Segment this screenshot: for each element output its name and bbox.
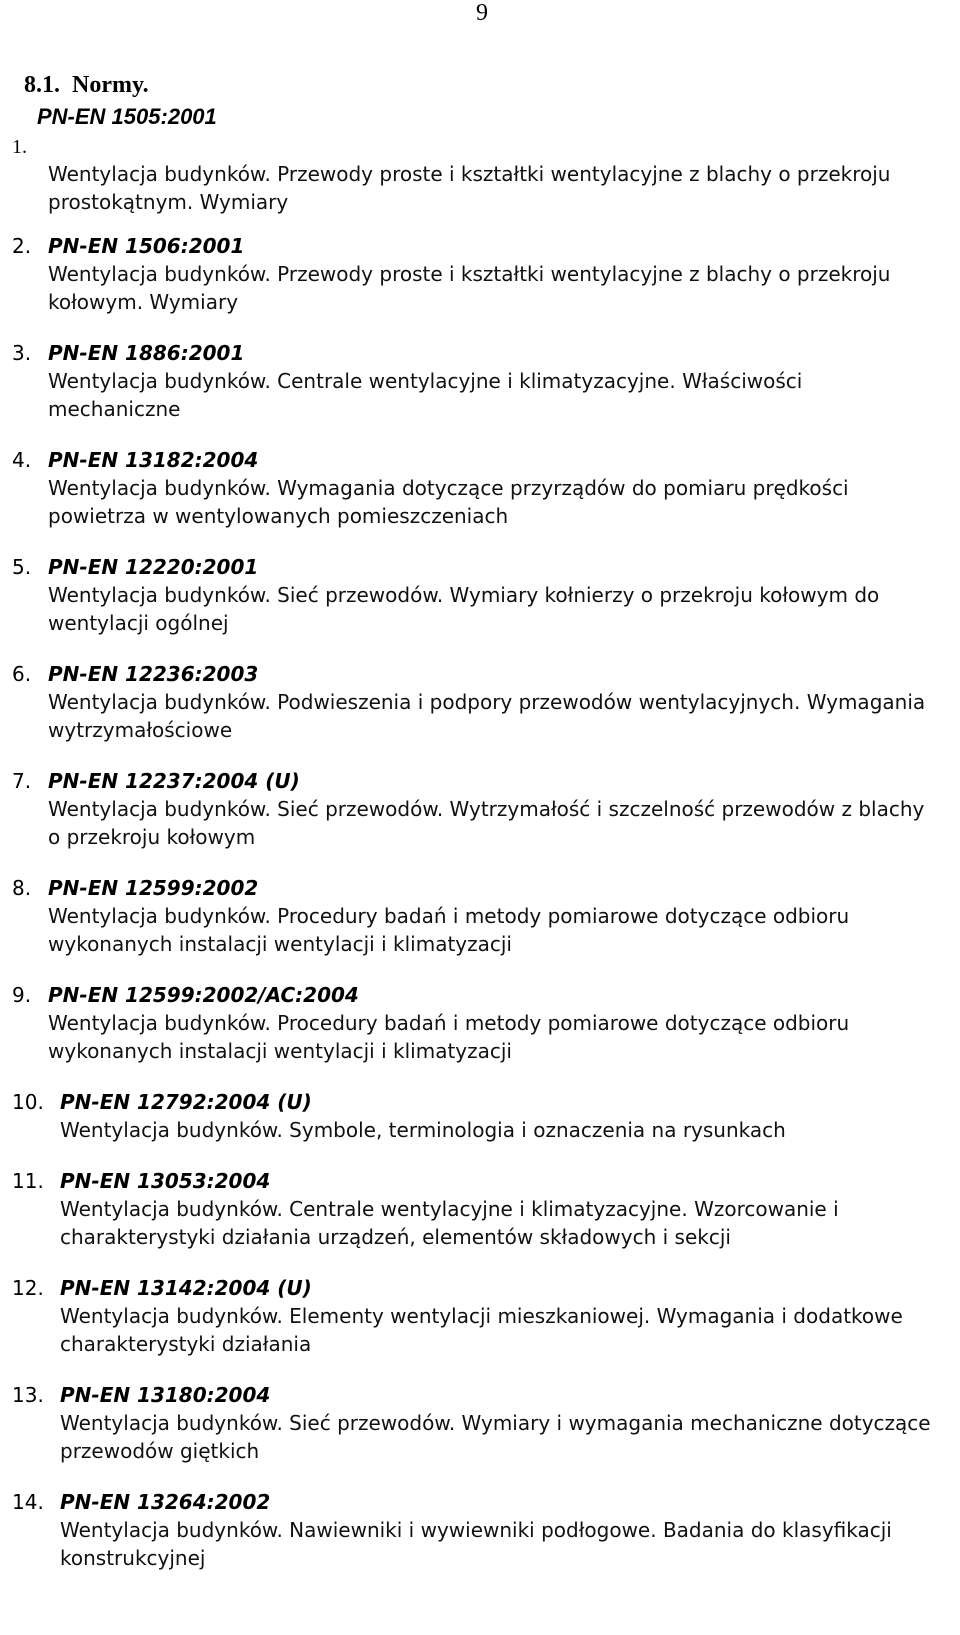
standard-number: 14. xyxy=(12,1490,44,1514)
standard-item-12 xyxy=(12,1274,932,1358)
standard-number: 9. xyxy=(12,983,32,1007)
standard-code: PN-EN 12236:2003 xyxy=(48,662,259,686)
standard-number: 8. xyxy=(12,876,32,900)
standard-description-1: Wentylacja budynków. Przewody proste i kształtki wentylacyjne z blachy o przekroju prostokątnym. Wymiary xyxy=(48,162,891,214)
standard-code: PN-EN 12599:2002 xyxy=(48,876,259,900)
standard-description: Wentylacja budynków. Nawiewniki i wywiewniki podłogowe. Badania do klasyfikacji konstrukcyjnej xyxy=(60,1518,892,1570)
page-number: 9 xyxy=(476,0,488,26)
standard-code: PN-EN 13264:2002 xyxy=(60,1490,271,1514)
standard-number: 4. xyxy=(12,448,32,472)
standard-item-9 xyxy=(12,981,932,1065)
standard-description: Wentylacja budynków. Przewody proste i kształtki wentylacyjne z blachy o przekroju kołowym. Wymiary xyxy=(48,262,891,314)
standard-item-13 xyxy=(12,1381,932,1465)
standard-code: PN-EN 12237:2004 (U) xyxy=(48,769,300,793)
standard-code: PN-EN 1886:2001 xyxy=(48,341,245,365)
standard-item-7 xyxy=(12,767,932,851)
standard-description: Wentylacja budynków. Sieć przewodów. Wymiary i wymagania mechaniczne dotyczące przewodów giętkich xyxy=(60,1411,931,1463)
standard-number: 6. xyxy=(12,662,32,686)
standard-description: Wentylacja budynków. Centrale wentylacyjne i klimatyzacyjne. Wzorcowanie i charakterystyki działania urządzeń, elementów składowych i sekcji xyxy=(60,1197,839,1249)
standard-item-14 xyxy=(12,1488,932,1572)
standard-code: PN-EN 13180:2004 xyxy=(60,1383,271,1407)
standard-description: Wentylacja budynków. Podwieszenia i podpory przewodów wentylacyjnych. Wymagania wytrzymałościowe xyxy=(48,690,926,742)
standard-description: Wentylacja budynków. Elementy wentylacji mieszkaniowej. Wymagania i dodatkowe charakterystyki działania xyxy=(60,1304,903,1356)
standard-number: 11. xyxy=(12,1169,44,1193)
standard-code: PN-EN 1506:2001 xyxy=(48,234,245,258)
standard-number: 3. xyxy=(12,341,32,365)
section-title: Normy. xyxy=(72,72,149,98)
standard-number: 7. xyxy=(12,769,32,793)
standard-code-1: PN-EN 1505:2001 xyxy=(37,104,217,129)
standard-code: PN-EN 12599:2002/AC:2004 xyxy=(48,983,359,1007)
standard-description: Wentylacja budynków. Sieć przewodów. Wymiary kołnierzy o przekroju kołowym do wentylacji ogólnej xyxy=(48,583,880,635)
standard-code: PN-EN 13182:2004 xyxy=(48,448,259,472)
standard-number: 2. xyxy=(12,234,32,258)
standard-number: 10. xyxy=(12,1090,44,1114)
standard-code: PN-EN 13142:2004 (U) xyxy=(60,1276,312,1300)
standard-description: Wentylacja budynków. Centrale wentylacyjne i klimatyzacyjne. Właściwości mechaniczne xyxy=(48,369,803,421)
standard-number: 12. xyxy=(12,1276,44,1300)
standard-item-4 xyxy=(12,446,932,530)
standard-item-8 xyxy=(12,874,932,958)
standard-item-2 xyxy=(12,232,932,316)
standard-item-5 xyxy=(12,553,932,637)
standard-code: PN-EN 12792:2004 (U) xyxy=(60,1090,312,1114)
standard-item-10 xyxy=(12,1088,932,1144)
standard-description: Wentylacja budynków. Sieć przewodów. Wytrzymałość i szczelność przewodów z blachy o przekroju kołowym xyxy=(48,797,925,849)
standard-item-6 xyxy=(12,660,932,744)
section-heading xyxy=(24,72,149,99)
standard-code: PN-EN 13053:2004 xyxy=(60,1169,271,1193)
standard-number: 5. xyxy=(12,555,32,579)
section-number: 8.1. xyxy=(24,72,60,98)
standard-description: Wentylacja budynków. Procedury badań i metody pomiarowe dotyczące odbioru wykonanych instalacji wentylacji i klimatyzacji xyxy=(48,1011,850,1063)
standard-item-3 xyxy=(12,339,932,423)
standard-description: Wentylacja budynków. Procedury badań i metody pomiarowe dotyczące odbioru wykonanych instalacji wentylacji i klimatyzacji xyxy=(48,904,850,956)
standard-code: PN-EN 12220:2001 xyxy=(48,555,259,579)
standard-description: Wentylacja budynków. Wymagania dotyczące przyrządów do pomiaru prędkości powietrza w wentylowanych pomieszczeniach xyxy=(48,476,849,528)
standard-item-11 xyxy=(12,1167,932,1251)
standard-number: 13. xyxy=(12,1383,44,1407)
standard-number-1: 1. xyxy=(12,136,27,158)
standard-description: Wentylacja budynków. Symbole, terminologia i oznaczenia na rysunkach xyxy=(60,1118,786,1142)
